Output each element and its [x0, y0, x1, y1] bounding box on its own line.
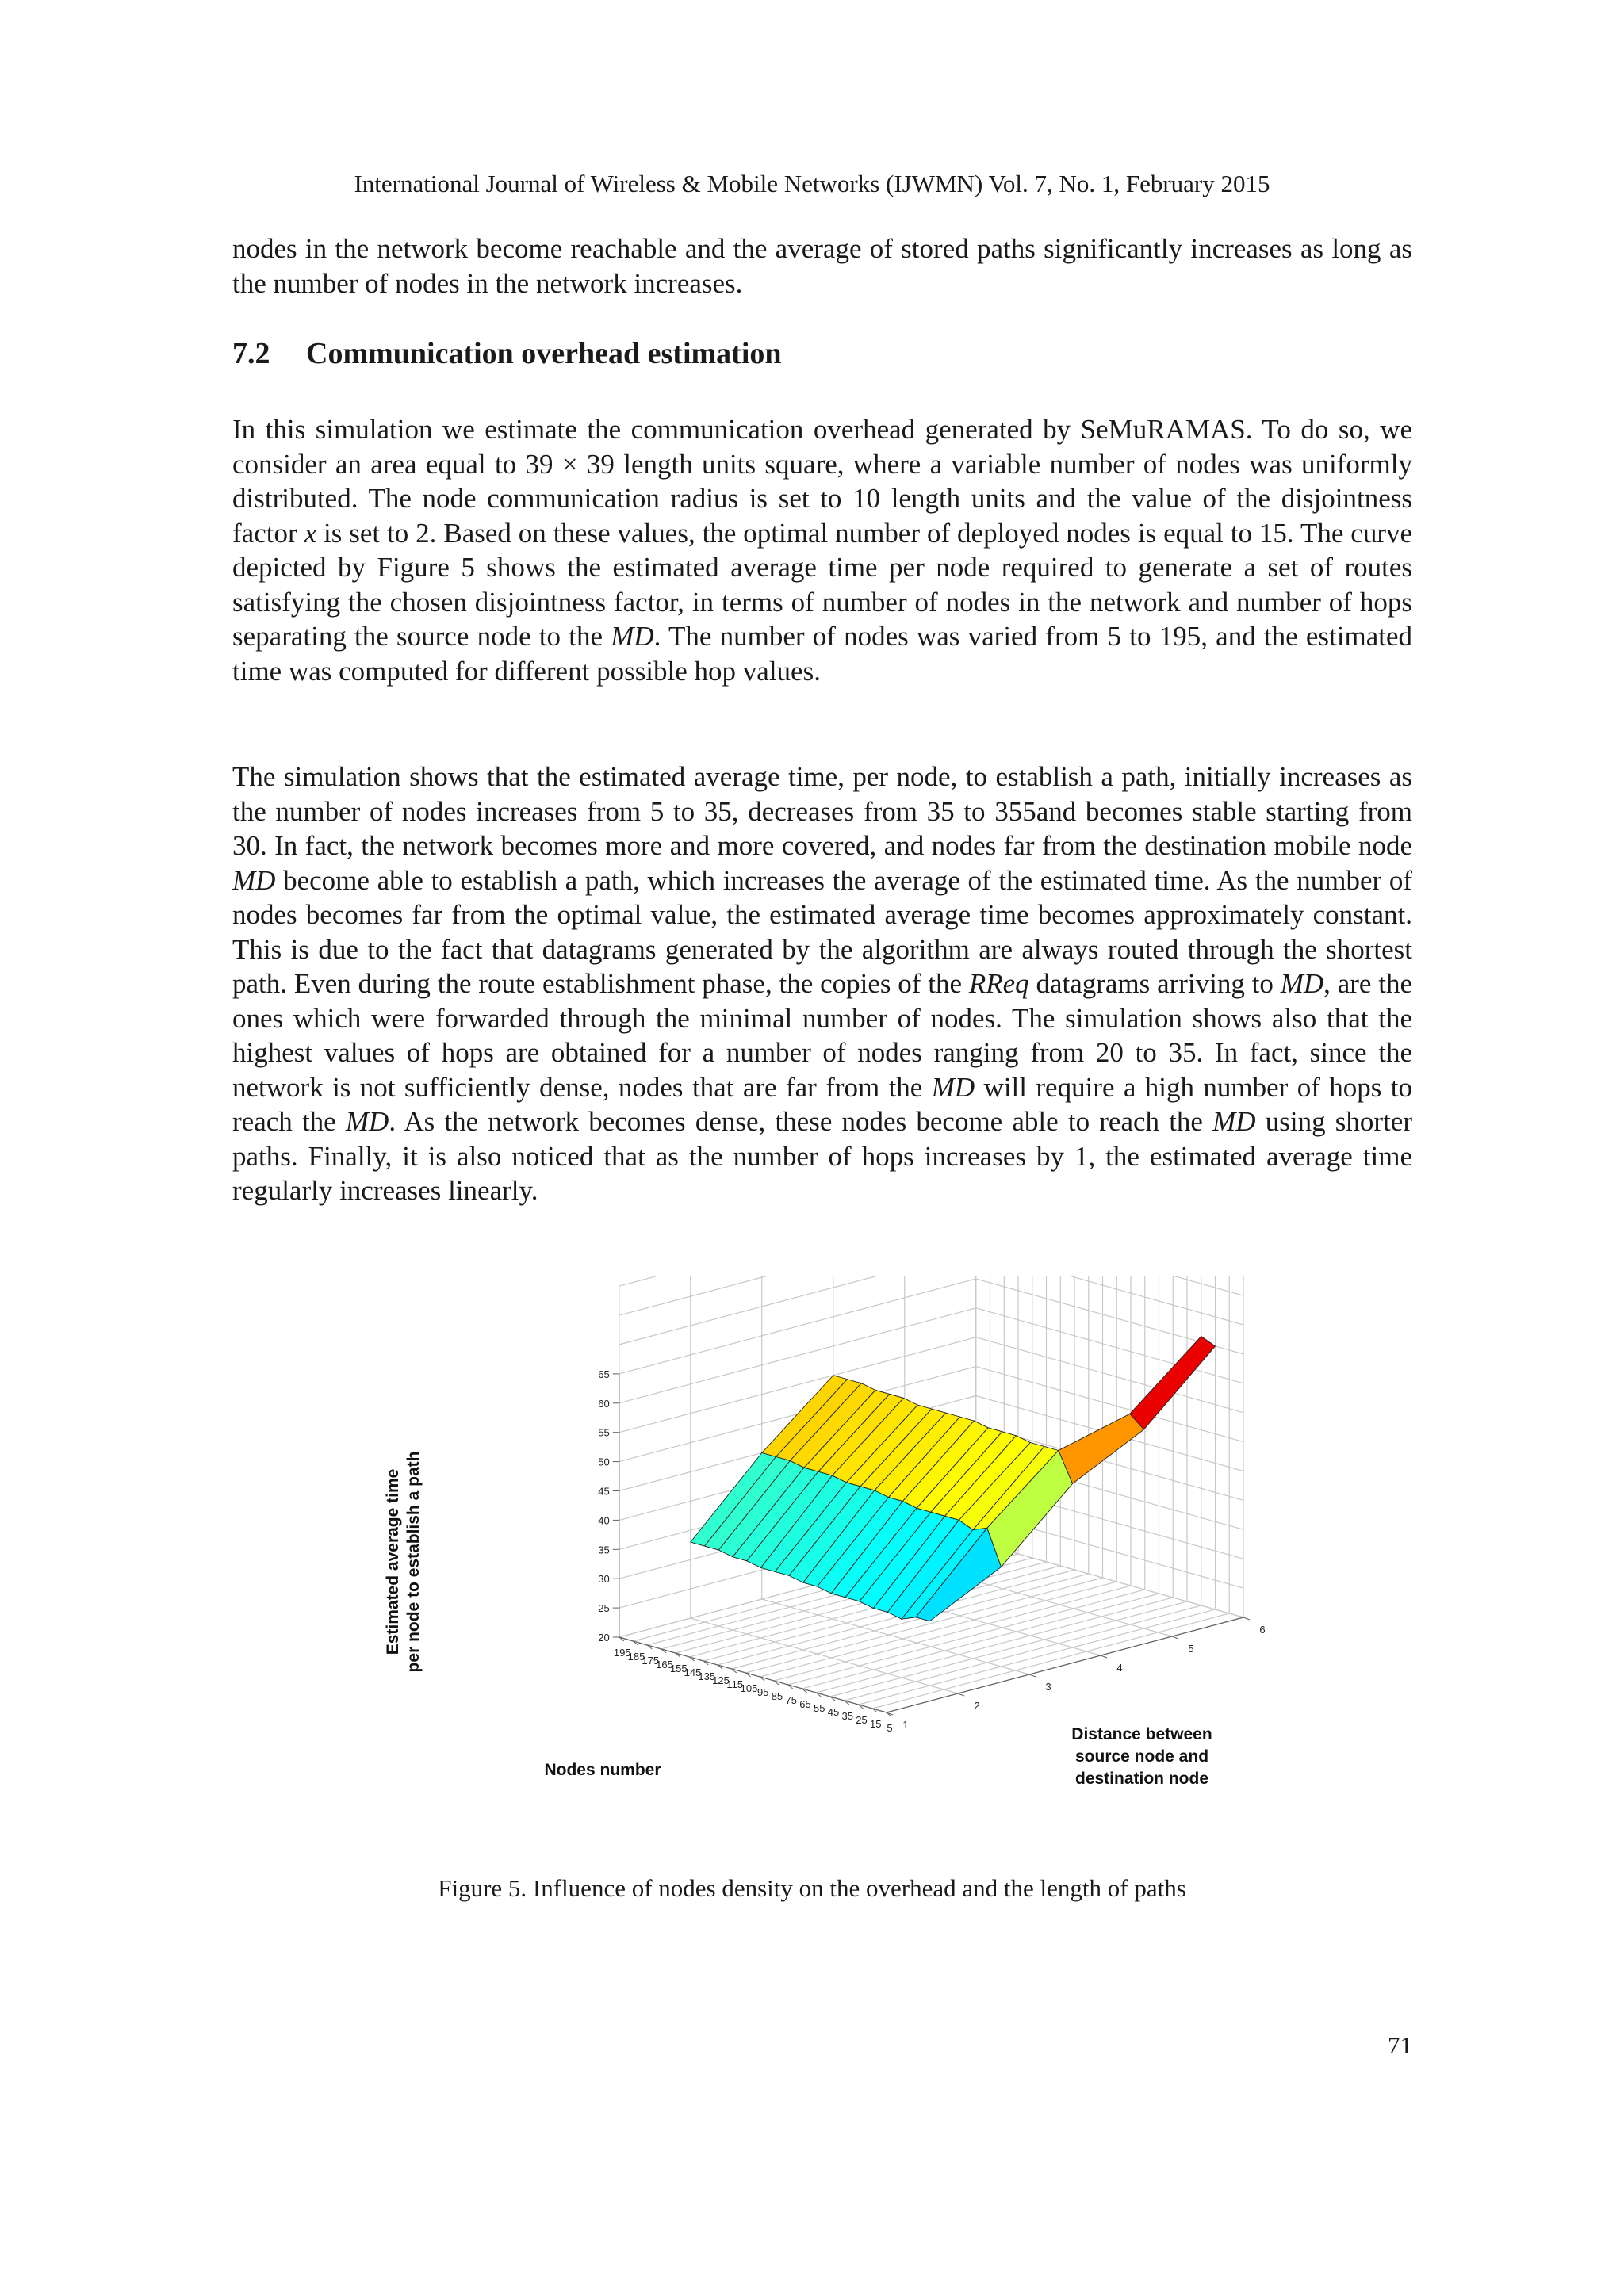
x-tick-label: 25 [856, 1714, 868, 1726]
text-run: will require a high number of hops to reach the [232, 1071, 1412, 1137]
floor-gridline [845, 1605, 1201, 1701]
z-tick-label: 60 [598, 1397, 610, 1410]
journal-header: International Journal of Wireless & Mobile Networks (IJWMN) Vol. 7, No. 1, February 2015 [354, 170, 1270, 197]
x-tick-label: 135 [698, 1670, 716, 1682]
y-tick-label: 6 [1259, 1624, 1266, 1636]
text-run: The simulation shows that the estimated average time, per node, to establish a path, initially increases as the number of nodes increases from 5 to 35, decreases from 35 to 355and becomes stable starting from 30. In fact, the network becomes more and more covered, and nodes far from the destination mobile node [232, 761, 1412, 861]
back-wall-gridline [976, 1276, 1243, 1325]
figure-caption: Figure 5. Influence of nodes density on the overhead and the length of paths [438, 1874, 1186, 1902]
paragraph-intro: nodes in the network become reachable and the average of stored paths significantly increases as long as the number of nodes in the network increases. [232, 233, 1412, 299]
x-tick-label: 5 [887, 1722, 893, 1734]
z-axis-title-line2: per node to establish a path [404, 1451, 423, 1673]
floor-gridline [830, 1601, 1187, 1697]
y-tick [1243, 1617, 1250, 1620]
y-axis-line [887, 1617, 1243, 1712]
x-tick-label: 15 [870, 1718, 882, 1730]
z-axis-title [384, 1452, 423, 1673]
y-tick-label: 5 [1188, 1643, 1194, 1655]
surface-chart [373, 1276, 1269, 1816]
side-wall-gridline [619, 1279, 976, 1374]
x-axis-title: Nodes number [544, 1761, 661, 1779]
back-wall-gridline [976, 1542, 1243, 1617]
page-number: 71 [1388, 2031, 1412, 2059]
x-tick-label: 85 [771, 1690, 783, 1702]
floor-gridline [802, 1594, 1159, 1689]
side-wall-gridline [619, 1308, 976, 1403]
x-tick-label: 165 [656, 1659, 673, 1670]
floor-gridline [859, 1609, 1216, 1705]
section-title: Communication overhead estimation [306, 337, 782, 370]
z-tick-label: 45 [598, 1485, 610, 1498]
z-tick-label: 40 [598, 1514, 610, 1527]
y-tick [1029, 1674, 1036, 1677]
x-tick-label: 195 [613, 1647, 631, 1659]
back-wall-gridline [976, 1276, 1243, 1295]
text-run: become able to establish a path, which increases the average of the estimated time. As the number of nodes becomes far from the optimal value, the estimated average time becomes approximately constant. This is due to the fact that datagrams generated by the algorithm are always routed through the shortest path. Even during the route establishment phase, the copies of the [232, 864, 1412, 999]
x-axis-line [619, 1637, 887, 1712]
italic-term: MD [1280, 968, 1324, 999]
text-run: datagrams arriving to [1028, 968, 1281, 999]
italic-term: RReq [968, 968, 1029, 999]
x-tick-label: 105 [740, 1682, 758, 1694]
italic-term: MD [345, 1106, 389, 1137]
chart-surface [691, 1337, 1216, 1621]
z-tick-label: 50 [598, 1456, 610, 1468]
y-tick [1172, 1636, 1178, 1639]
y-axis-title: Distance between [1071, 1725, 1212, 1743]
z-tick-label: 20 [598, 1632, 610, 1644]
x-tick-label: 45 [827, 1706, 840, 1718]
paragraph-simulation-setup [232, 412, 1412, 688]
y-tick-label: 3 [1045, 1681, 1051, 1693]
text-run: , are the ones which were forwarded through the minimal number of nodes. The simulation shows also that the highest values of hops are obtained for a number of nodes ranging from 20 to 35. In fact, since the network is not sufficiently dense, nodes that are far from the [232, 968, 1413, 1103]
x-tick-label: 75 [785, 1694, 797, 1706]
section-number: 7.2 [232, 337, 270, 370]
y-tick [1101, 1655, 1107, 1658]
z-tick-label: 35 [598, 1544, 610, 1556]
paragraph-simulation-results [232, 760, 1412, 1208]
y-axis-title: destination node [1075, 1770, 1208, 1788]
y-tick-label: 2 [974, 1700, 980, 1712]
x-tick-label: 125 [712, 1674, 730, 1686]
figure-5 [373, 1276, 1269, 1816]
floor-gridline [816, 1598, 1173, 1693]
z-tick-label: 30 [598, 1573, 610, 1586]
floor-gridline [788, 1590, 1145, 1685]
section-heading [232, 336, 782, 371]
y-tick-label: 4 [1116, 1662, 1123, 1674]
y-tick-label: 1 [902, 1719, 909, 1731]
y-axis-title: source node and [1074, 1747, 1209, 1766]
italic-term: MD [232, 864, 276, 896]
x-tick-label: 185 [627, 1651, 645, 1663]
x-tick-label: 115 [726, 1678, 744, 1690]
side-wall-gridline [619, 1276, 976, 1286]
text-run: . As the network becomes dense, these nodes become able to reach the [389, 1106, 1213, 1137]
z-tick-label: 55 [598, 1426, 610, 1439]
floor-gridline [872, 1613, 1229, 1709]
x-tick-label: 35 [841, 1710, 853, 1722]
x-tick-label: 55 [814, 1702, 825, 1714]
x-tick-label: 145 [684, 1667, 702, 1678]
z-tick-label: 25 [598, 1602, 610, 1615]
y-tick [958, 1693, 964, 1696]
z-tick-label: 65 [598, 1368, 610, 1380]
x-tick-label: 155 [669, 1663, 688, 1674]
italic-term: MD [1212, 1106, 1256, 1137]
z-axis-title-line1: Estimated average time [384, 1468, 402, 1655]
text-run: using shorter paths. Finally, it is also noticed that as the number of hops increases by 1, the estimated average time regularly increases linearly. [232, 1106, 1412, 1206]
side-wall-gridline [619, 1276, 976, 1315]
x-tick-label: 65 [799, 1698, 811, 1710]
italic-term: x [304, 517, 317, 549]
text-run: In this simulation we estimate the communication overhead generated by SeMuRAMAS. To do so, we consider an area equal to 39 × 39 length units square, where a variable number of nodes was uniformly distributed. The node communication radius is set to 10 length units and the value of the disjointness factor [232, 414, 1412, 549]
x-tick-label: 95 [757, 1686, 769, 1698]
italic-term: MD [611, 621, 654, 652]
text-run: is set to 2. Based on these values, the optimal number of deployed nodes is equal to 15. The curve depicted by Figure 5 shows the estimated average time per node required to generate a set of routes satisfying the chosen disjointness factor, in terms of number of nodes in the network and number of hops separating the source node to the [232, 517, 1413, 652]
text-run: . The number of nodes was varied from 5 to 195, and the estimated time was computed for different possible hop values. [232, 621, 1413, 687]
italic-term: MD [931, 1071, 975, 1103]
side-wall-gridline [619, 1276, 976, 1345]
x-tick-label: 175 [642, 1655, 660, 1667]
